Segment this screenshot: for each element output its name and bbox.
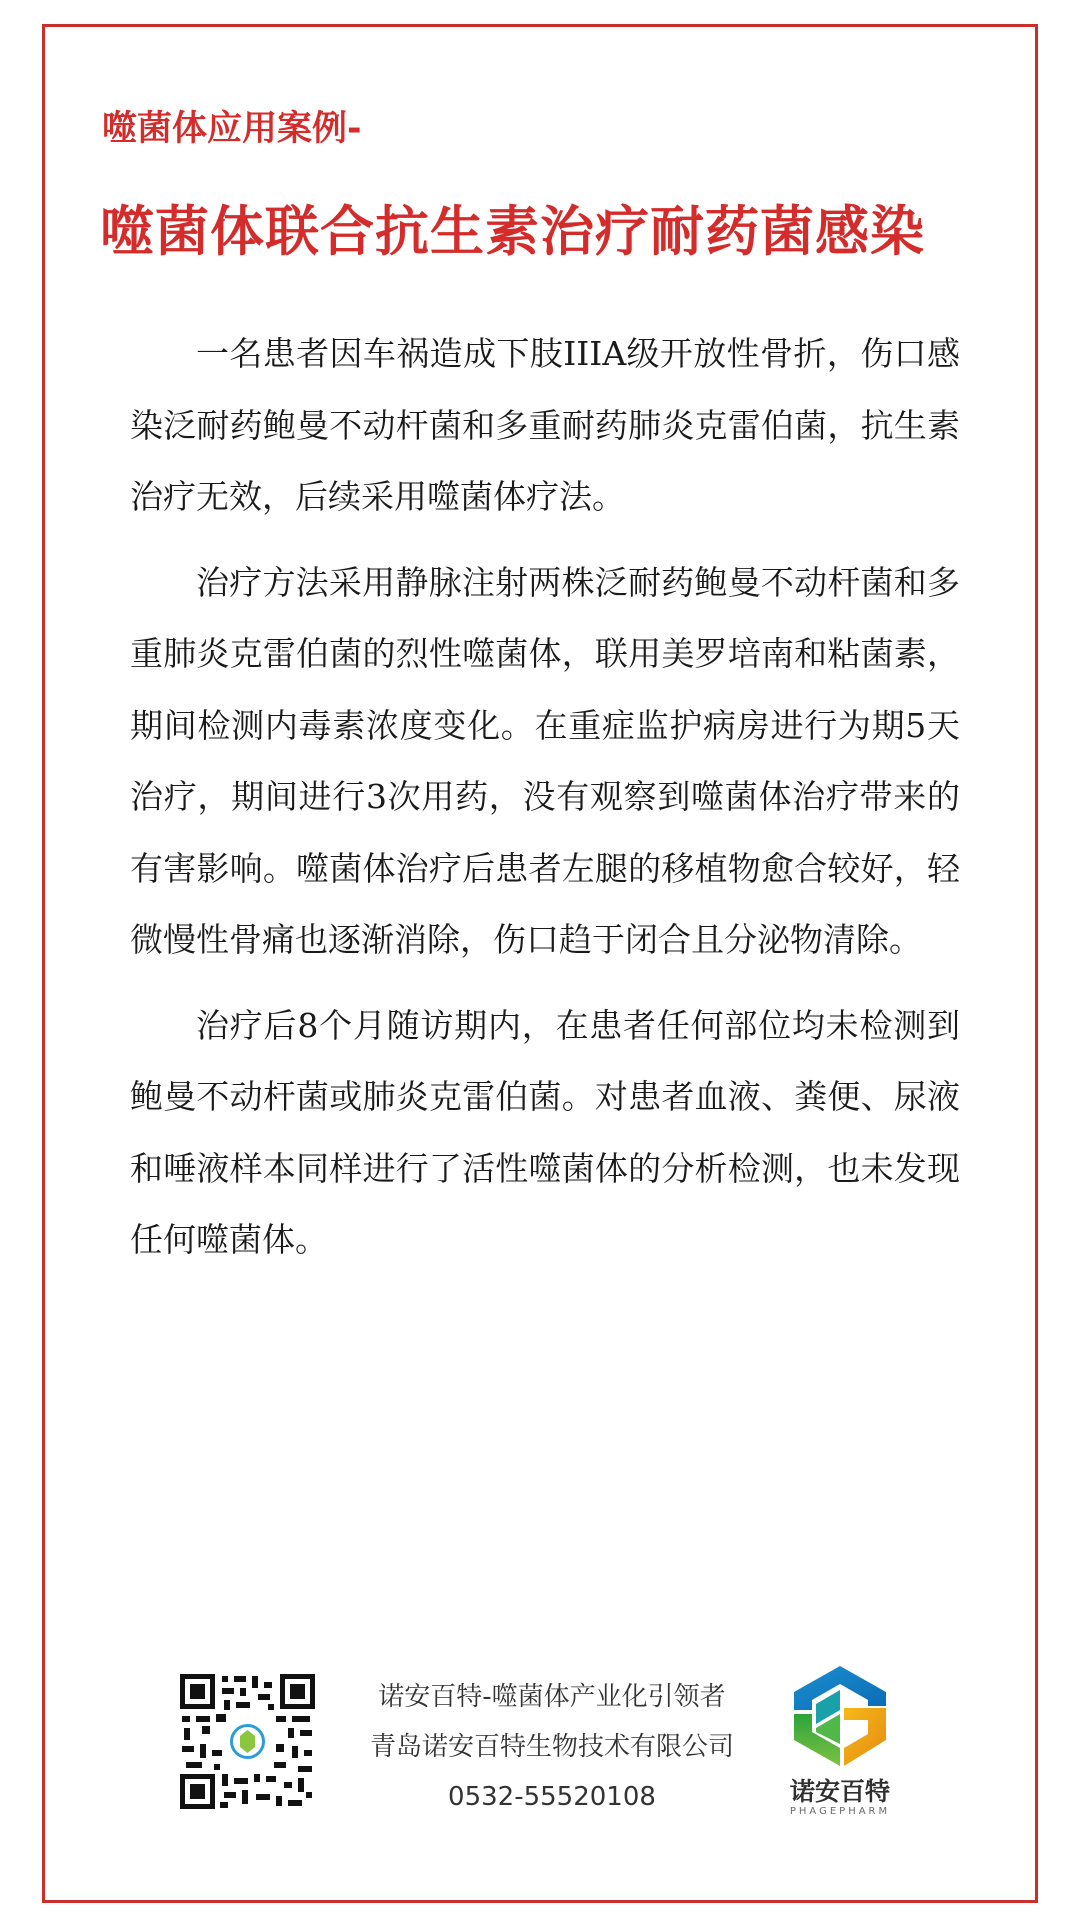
page-title: 噬菌体联合抗生素治疗耐药菌感染	[100, 200, 925, 263]
company-info	[342, 1672, 762, 1822]
paragraph-3: 治疗后8个月随访期内，在患者任何部位均未检测到鲍曼不动杆菌或肺炎克雷伯菌。对患者血液、粪便、尿液和唾液样本同样进行了活性噬菌体的分析检测，也未发现任何噬菌体。	[130, 1005, 960, 1259]
article-body	[130, 318, 960, 1290]
company-phone[interactable]: 0532-55520108	[448, 1782, 656, 1812]
logo-subtitle: PHAGEPHARM	[789, 1806, 891, 1817]
company-name: 青岛诺安百特生物技术有限公司	[369, 1732, 734, 1762]
paragraph-1: 一名患者因车祸造成下肢IIIA级开放性骨折，伤口感染泛耐药鲍曼不动杆菌和多重耐药肺炎克雷伯菌，抗生素治疗无效，后续采用噬菌体疗法。	[130, 334, 960, 516]
phagepharm-logo-icon	[780, 1660, 900, 1772]
qr-code-graphic	[180, 1674, 315, 1809]
subtitle: 噬菌体应用案例-	[102, 109, 362, 149]
company-slogan: 诺安百特-噬菌体产业化引领者	[378, 1682, 726, 1712]
footer	[0, 1660, 1080, 1820]
qr-code[interactable]	[180, 1674, 315, 1809]
logo-name: 诺安百特	[789, 1777, 890, 1806]
paragraph-2: 治疗方法采用静脉注射两株泛耐药鲍曼不动杆菌和多重肺炎克雷伯菌的烈性噬菌体，联用美罗培南和粘菌素，期间检测内毒素浓度变化。在重症监护病房进行为期5天治疗，期间进行3次用药，没有观察到噬菌体治疗带来的有害影响。噬菌体治疗后患者左腿的移植物愈合较好，轻微慢性骨痛也逐渐消除，伤口趋于闭合且分泌物清除。	[130, 562, 960, 959]
company-logo	[780, 1660, 900, 1820]
